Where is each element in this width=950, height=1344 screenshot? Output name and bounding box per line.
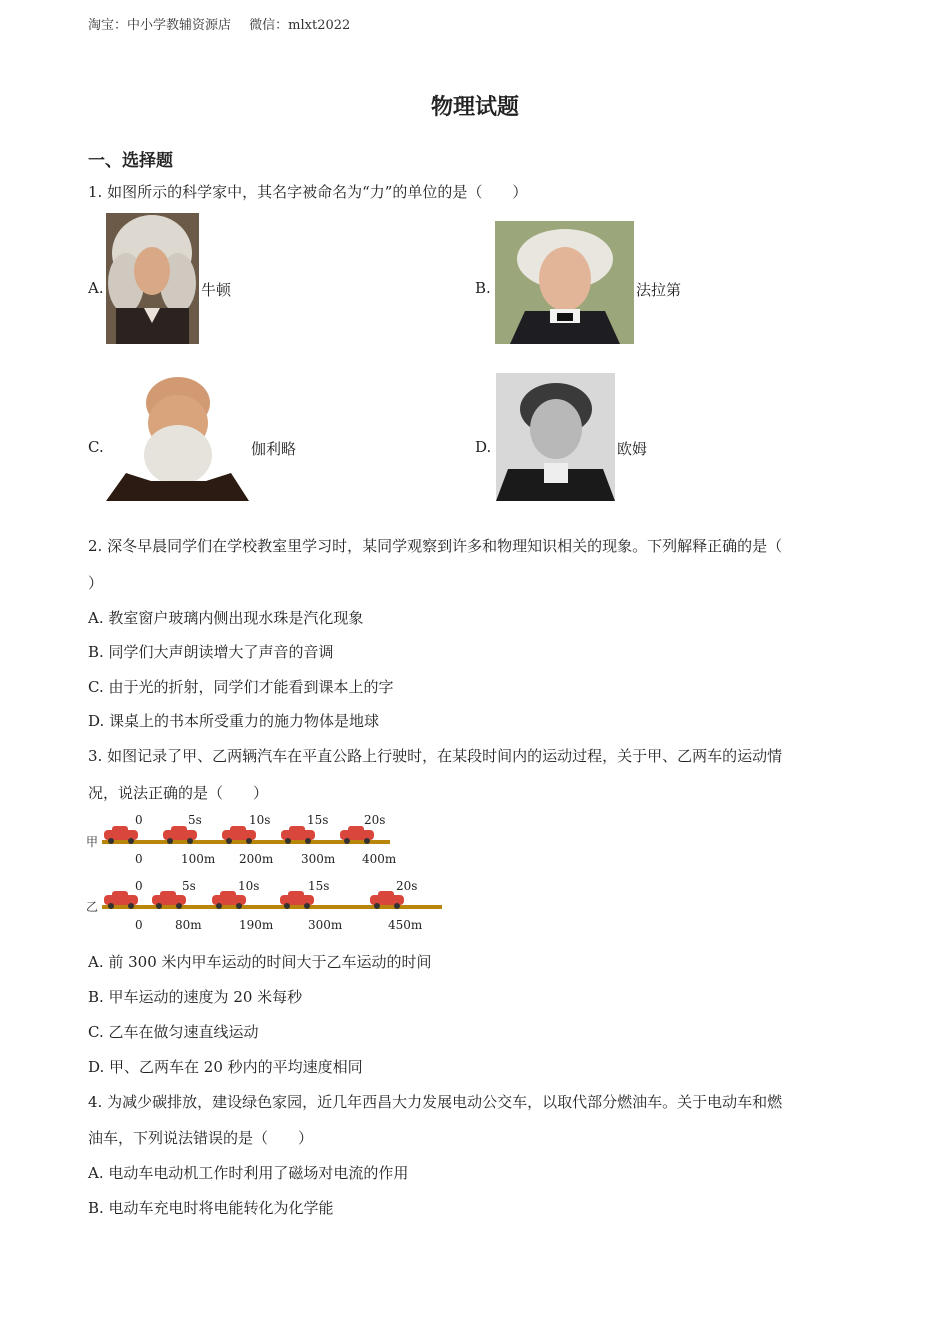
car-a-distance-2: 200m: [239, 852, 274, 866]
galileo-portrait: [106, 373, 249, 501]
q1-option-c-name: 伽利略: [251, 440, 297, 458]
question-4-stem-line2: 油车，下列说法错误的是（ ）: [88, 1129, 314, 1147]
q3-option-d: D. 甲、乙两车在 20 秒内的平均速度相同: [88, 1058, 363, 1076]
q3-option-a: A. 前 300 米内甲车运动的时间大于乙车运动的时间: [88, 953, 432, 971]
q2-option-b: B. 同学们大声朗读增大了声音的音调: [88, 643, 334, 661]
q1-option-b-letter: B.: [475, 279, 491, 297]
q1-option-b-name: 法拉第: [636, 281, 682, 299]
question-3-stem-line1: 3. 如图记录了甲、乙两辆汽车在平直公路上行驶时，在某段时间内的运动过程，关于甲、乙两车的运动情: [88, 747, 783, 765]
car-a-distance-4: 400m: [362, 852, 397, 866]
q3-option-b: B. 甲车运动的速度为 20 米每秒: [88, 988, 303, 1006]
car-a-time-4: 20s: [364, 813, 386, 827]
q1-option-a-letter: A.: [88, 279, 104, 297]
car-b-distance-4: 450m: [388, 918, 423, 932]
question-1-stem: 1. 如图所示的科学家中，其名字被命名为“力”的单位的是（ ）: [88, 183, 528, 201]
car-a-time-3: 15s: [307, 813, 329, 827]
section-heading: 一、选择题: [88, 151, 173, 171]
car-a-distance-1: 100m: [181, 852, 216, 866]
q1-option-a-name: 牛顿: [201, 281, 232, 299]
question-3-stem-line2: 况，说法正确的是（ ）: [88, 784, 269, 802]
q4-option-a: A. 电动车电动机工作时利用了磁场对电流的作用: [88, 1164, 409, 1182]
car-b-time-1: 5s: [182, 879, 196, 893]
car-a-label: 甲: [86, 835, 99, 849]
car-b-time-3: 15s: [308, 879, 330, 893]
car-a-time-2: 10s: [249, 813, 271, 827]
car-a-time-0: 0: [135, 813, 143, 827]
car-a-distance-0: 0: [135, 852, 143, 866]
q3-option-c: C. 乙车在做匀速直线运动: [88, 1023, 259, 1041]
car-b-time-2: 10s: [238, 879, 260, 893]
car-b-distance-0: 0: [135, 918, 143, 932]
question-2-stem-line1: 2. 深冬早晨同学们在学校教室里学习时，某同学观察到许多和物理知识相关的现象。下列解释正确的是（: [88, 537, 783, 555]
car-b-time-0: 0: [135, 879, 143, 893]
shop-label: 淘宝：中小学教辅资源店: [88, 18, 232, 33]
car-b-distance-3: 300m: [308, 918, 343, 932]
question-2-stem-line2: ）: [88, 574, 104, 592]
q1-option-d-name: 欧姆: [617, 440, 648, 458]
car-a-distance-3: 300m: [301, 852, 336, 866]
car-b-distance-1: 80m: [175, 918, 202, 932]
newton-portrait: [106, 213, 199, 344]
q1-option-d-letter: D.: [475, 438, 492, 456]
faraday-portrait: [495, 221, 634, 344]
ohm-portrait: [496, 373, 615, 501]
car-b-distance-2: 190m: [239, 918, 274, 932]
page-header: [88, 14, 364, 33]
q2-option-d: D. 课桌上的书本所受重力的施力物体是地球: [88, 712, 380, 730]
q1-option-c-letter: C.: [88, 438, 104, 456]
car-a-time-1: 5s: [188, 813, 202, 827]
q2-option-a: A. 教室窗户玻璃内侧出现水珠是汽化现象: [88, 609, 364, 627]
wechat-label: 微信：mlxt2022: [249, 18, 351, 33]
page-title: 物理试题: [430, 94, 519, 120]
q2-option-c: C. 由于光的折射，同学们才能看到课本上的字: [88, 678, 394, 696]
car-b-label: 乙: [86, 900, 99, 914]
q4-option-b: B. 电动车充电时将电能转化为化学能: [88, 1199, 334, 1217]
motion-figure: [86, 812, 456, 938]
question-4-stem-line1: 4. 为减少碳排放，建设绿色家园，近几年西昌大力发展电动公交车，以取代部分燃油车。关于电动车和燃: [88, 1093, 783, 1111]
car-b-time-4: 20s: [396, 879, 418, 893]
